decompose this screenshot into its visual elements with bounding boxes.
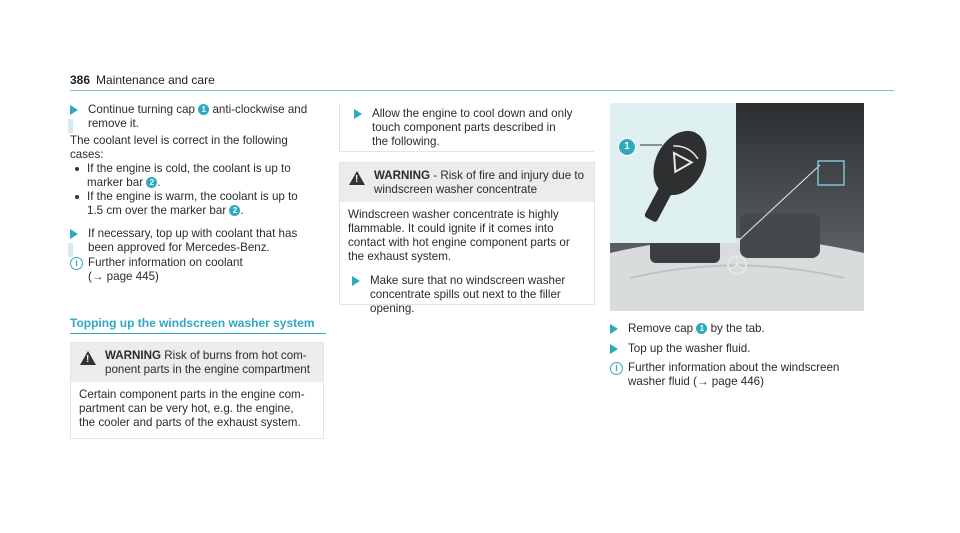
bullet-engine-warm [70, 190, 332, 218]
step-arrow-icon [70, 229, 78, 239]
step-text: Remove cap [628, 322, 694, 335]
column-1 [70, 103, 332, 284]
body-text: cases: [70, 148, 104, 161]
info-coolant [70, 256, 332, 284]
step-text: Top up the washer fluid. [628, 342, 751, 355]
step-text: the following. [372, 135, 440, 148]
step-text: Continue turning cap [88, 103, 195, 116]
warning-text: contact with hot engine component parts or [348, 236, 570, 249]
engine-compartment-image [610, 103, 864, 311]
step-arrow-icon [70, 105, 78, 115]
body-text: The coolant level is correct in the following [70, 134, 288, 147]
warning-text: the cooler and parts of the exhaust system. [79, 416, 301, 429]
column-3 [610, 322, 872, 389]
warning-text: Certain component parts in the engine com- [79, 388, 305, 401]
warning-label: WARNING [374, 169, 431, 182]
step-box-cool-down [339, 103, 594, 152]
warning-text: Windscreen washer concentrate is highly [348, 208, 559, 221]
step-no-spill [352, 274, 586, 316]
step-bar [68, 243, 73, 257]
engine-compartment-illustration [610, 103, 864, 311]
bullet-text: If the engine is warm, the coolant is up to [87, 190, 298, 203]
step-text: Allow the engine to cool down and only [372, 107, 573, 120]
warning-header [340, 163, 594, 202]
header-rule [70, 90, 894, 91]
step-text: Make sure that no windscreen washer [370, 274, 566, 287]
step-bar [68, 119, 73, 133]
info-text: Further information on coolant [88, 256, 243, 269]
warning-triangle-icon [80, 351, 96, 365]
bullet-text: . [157, 176, 161, 189]
page-reference-link[interactable]: washer fluid (→ page 446) [628, 375, 764, 388]
bullet-text: . [240, 204, 244, 217]
bullet-text: 1.5 cm over the marker bar [87, 204, 227, 217]
bullet-dot-icon [75, 167, 79, 171]
warning-box-fire [339, 162, 595, 315]
step-top-up-coolant [70, 227, 332, 255]
warning-triangle-icon [349, 171, 365, 185]
bullet-dot-icon [75, 195, 79, 199]
step-text: been approved for Mercedes-Benz. [88, 241, 270, 254]
step-remove-cap [610, 322, 872, 336]
step-text: opening. [370, 302, 415, 315]
step-arrow-icon [354, 109, 362, 119]
coolant-level-text [70, 134, 332, 162]
photo-callout-1-icon: 1 [618, 138, 636, 156]
warning-header [71, 343, 323, 382]
info-icon: i [70, 257, 83, 270]
step-text: concentrate spills out next to the filler [370, 288, 561, 301]
warning-title: windscreen washer concentrate [374, 183, 538, 196]
bullet-engine-cold [70, 162, 332, 190]
info-washer-fluid [610, 361, 872, 389]
section-title: Topping up the windscreen washer system [70, 316, 326, 334]
info-text: Further information about the windscreen [628, 361, 840, 374]
warning-text: partment can be very hot, e.g. the engine, [79, 402, 294, 415]
step-text: touch component parts described in [372, 121, 556, 134]
bullet-text: If the engine is cold, the coolant is up to [87, 162, 291, 175]
warning-label: WARNING [105, 349, 162, 362]
warning-text: flammable. It could ignite if it comes into [348, 222, 554, 235]
info-icon: i [610, 362, 623, 375]
page-number: 386 [70, 73, 91, 87]
warning-title: ponent parts in the engine compartment [105, 363, 310, 376]
step-continue-turning-cap [70, 103, 332, 131]
warning-title: Risk of burns from hot com- [164, 349, 307, 362]
step-text: remove it. [88, 117, 139, 130]
step-text: by the tab. [710, 322, 765, 335]
warning-text: the exhaust system. [348, 250, 452, 263]
warning-body [71, 382, 323, 438]
step-text: anti-clockwise and [212, 103, 308, 116]
step-arrow-icon [352, 276, 360, 286]
page-header [70, 73, 215, 87]
section-name: Maintenance and care [96, 73, 215, 87]
step-arrow-icon [610, 344, 618, 354]
step-top-up-washer-fluid [610, 342, 872, 356]
callout-1-icon: 1 [696, 323, 707, 334]
callout-1-icon: 1 [198, 104, 209, 115]
bullet-text: marker bar [87, 176, 144, 189]
callout-2-icon: 2 [146, 177, 157, 188]
page-reference-link[interactable]: (→ page 445) [88, 270, 159, 283]
warning-title: - Risk of fire and injury due to [433, 169, 585, 182]
step-text: If necessary, top up with coolant that has [88, 227, 298, 240]
step-allow-engine-cool [354, 107, 604, 149]
step-arrow-icon [610, 324, 618, 334]
warning-body [340, 202, 594, 329]
warning-box-burns [70, 342, 324, 439]
callout-2-icon: 2 [229, 205, 240, 216]
